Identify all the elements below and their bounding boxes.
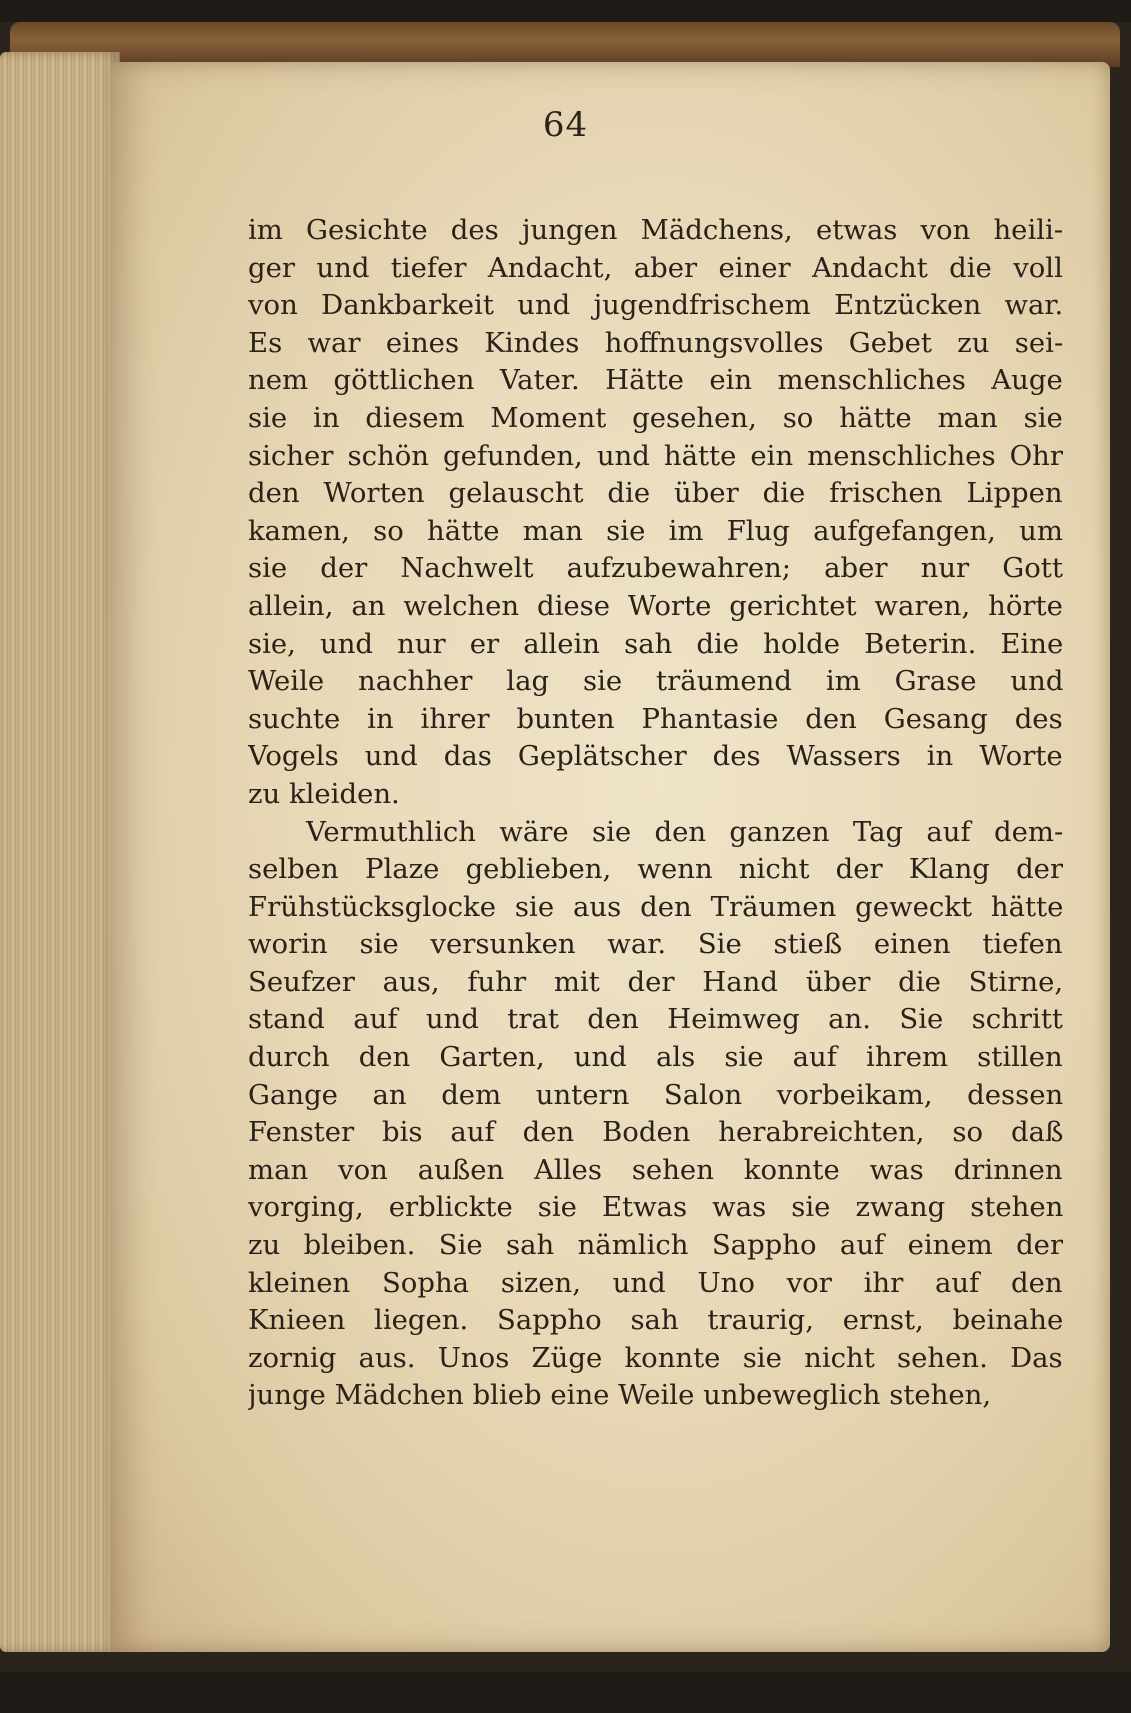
text-line: Fenster bis auf den Boden herabreichten, so daß bbox=[248, 1116, 1063, 1149]
paragraph bbox=[248, 212, 1063, 814]
text-line: im Gesichte des jungen Mädchens, etwas von heili- bbox=[248, 214, 1063, 246]
text-line: sie, und nur er allein sah die holde Beterin. Eine bbox=[248, 627, 1063, 660]
text-line: Weile nachher lag sie träumend im Grase und bbox=[248, 665, 1063, 698]
text-line: sie in diesem Moment gesehen, so hätte man sie bbox=[248, 401, 1063, 434]
page-edges bbox=[0, 52, 120, 1652]
text-line: vorging, erblickte sie Etwas was sie zwang stehen bbox=[248, 1191, 1063, 1224]
text-line: kleinen Sopha sizen, und Uno vor ihr auf den bbox=[248, 1266, 1063, 1299]
text-line: durch den Garten, und als sie auf ihrem stillen bbox=[248, 1041, 1063, 1074]
text-line: zu kleiden. bbox=[248, 777, 400, 810]
text-line: worin sie versunken war. Sie stieß einen tiefen bbox=[248, 928, 1063, 961]
text-line: Gange an dem untern Salon vorbeikam, dessen bbox=[248, 1078, 1063, 1111]
text-line: junge Mädchen blieb eine Weile unbeweglich stehen, bbox=[248, 1379, 992, 1412]
text-line: von Dankbarkeit und jugendfrischem Entzücken war. bbox=[248, 289, 1063, 322]
text-line: sicher schön gefunden, und hätte ein menschliches Ohr bbox=[248, 439, 1063, 472]
text-line: den Worten gelauscht die über die frischen Lippen bbox=[248, 477, 1063, 510]
text-line: zornig aus. Unos Züge konnte sie nicht sehen. Das bbox=[248, 1341, 1063, 1374]
book-top-edge bbox=[10, 22, 1120, 67]
text-line: Seufzer aus, fuhr mit der Hand über die Stirne, bbox=[248, 965, 1063, 998]
page-number: 64 bbox=[542, 105, 589, 145]
paragraph bbox=[248, 814, 1063, 1416]
text-line: nem göttlichen Vater. Hätte ein menschliches Auge bbox=[248, 364, 1063, 397]
text-line: kamen, so hätte man sie im Flug aufgefangen, um bbox=[248, 514, 1063, 547]
text-line: zu bleiben. Sie sah nämlich Sappho auf einem der bbox=[248, 1229, 1063, 1262]
text-line: stand auf und trat den Heimweg an. Sie schritt bbox=[248, 1003, 1063, 1036]
text-line: Knieen liegen. Sappho sah traurig, ernst, beinahe bbox=[248, 1304, 1063, 1337]
text-line: selben Plaze geblieben, wenn nicht der Klang der bbox=[248, 853, 1063, 886]
text-line: man von außen Alles sehen konnte was drinnen bbox=[248, 1153, 1063, 1186]
text-line: Vogels und das Geplätscher des Wassers in Worte bbox=[248, 740, 1063, 773]
text-line: sie der Nachwelt aufzubewahren; aber nur Gott bbox=[248, 552, 1063, 585]
text-line: suchte in ihrer bunten Phantasie den Gesang des bbox=[248, 702, 1063, 735]
text-line: ger und tiefer Andacht, aber einer Andacht die voll bbox=[248, 251, 1063, 284]
text-line: allein, an welchen diese Worte gerichtet waren, hörte bbox=[248, 589, 1063, 622]
text-line: Vermuthlich wäre sie den ganzen Tag auf dem- bbox=[306, 815, 1063, 848]
text-line: Frühstücksglocke sie aus den Träumen geweckt hätte bbox=[248, 890, 1063, 923]
body-text bbox=[248, 212, 1063, 1415]
text-line: Es war eines Kindes hoffnungsvolles Gebet zu sei- bbox=[248, 326, 1063, 359]
